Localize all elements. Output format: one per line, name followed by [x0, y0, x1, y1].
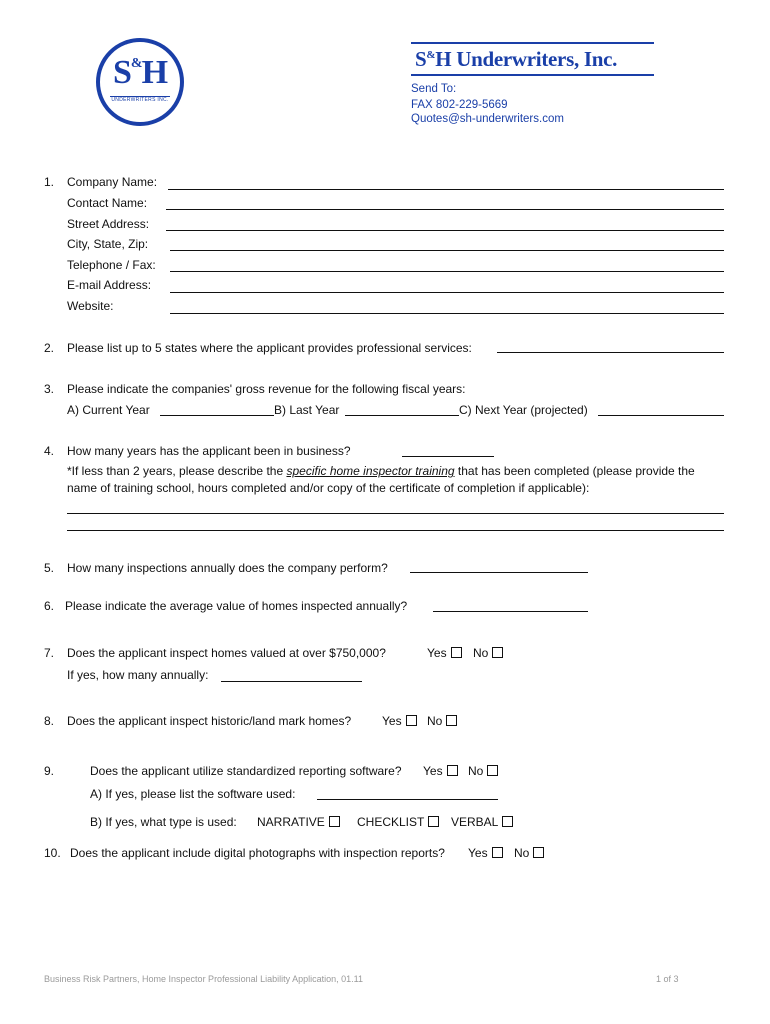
q5-text: How many inspections annually does the company perform? — [67, 561, 388, 575]
q8-yes-checkbox[interactable] — [406, 715, 417, 726]
q4-note-line1: *If less than 2 years, please describe the specific home inspector training that has been completed (please provide the — [67, 464, 695, 478]
q9-text: Does the applicant utilize standardized reporting software? — [90, 764, 402, 778]
verbal-option[interactable]: VERBAL — [451, 815, 513, 829]
q7-yes-checkbox[interactable] — [451, 647, 462, 658]
contact-name-label: Contact Name: — [67, 196, 148, 210]
software-used-field[interactable] — [317, 799, 498, 800]
q1-number: 1. — [44, 175, 55, 189]
logo-subtext: UNDERWRITERS INC. — [111, 97, 169, 103]
q7-followup-field[interactable] — [221, 681, 362, 682]
q8-no-checkbox[interactable] — [446, 715, 457, 726]
current-year-label: A) Current Year — [67, 403, 150, 417]
email-field[interactable] — [170, 292, 724, 293]
q10-no-option[interactable]: No — [514, 846, 544, 860]
q3-text: Please indicate the companies' gross revenue for the following fiscal years: — [67, 382, 466, 396]
q10-yes-checkbox[interactable] — [492, 847, 503, 858]
q9-yes-option[interactable]: Yes — [423, 764, 458, 778]
training-link-text: specific home inspector training — [286, 464, 455, 478]
q4-text: How many years has the applicant been in business? — [67, 444, 351, 458]
training-field-line2[interactable] — [67, 530, 724, 531]
brand-header — [411, 42, 654, 76]
inspections-annually-field[interactable] — [410, 572, 588, 573]
q2-text: Please list up to 5 states where the applicant provides professional services: — [67, 341, 472, 355]
q2-number: 2. — [44, 341, 55, 355]
checklist-checkbox[interactable] — [428, 816, 439, 827]
street-address-field[interactable] — [166, 230, 724, 231]
q3-number: 3. — [44, 382, 55, 396]
contact-name-field[interactable] — [166, 209, 724, 210]
q9-no-checkbox[interactable] — [487, 765, 498, 776]
q4-note-line2: name of training school, hours completed and/or copy of the certificate of completion if applicable): — [67, 481, 590, 495]
next-year-label: C) Next Year (projected) — [459, 403, 588, 417]
q9-number: 9. — [44, 764, 55, 778]
street-address-label: Street Address: — [67, 217, 150, 231]
q9-type-label: B) If yes, what type is used: — [90, 815, 237, 829]
q10-text: Does the applicant include digital photographs with inspection reports? — [70, 846, 445, 860]
q6-number: 6. — [44, 599, 55, 613]
send-to-fax: FAX 802-229-5669 — [411, 99, 508, 111]
company-name-field[interactable] — [168, 189, 724, 190]
q8-number: 8. — [44, 714, 55, 728]
checklist-option[interactable]: CHECKLIST — [357, 815, 439, 829]
city-state-zip-field[interactable] — [170, 250, 724, 251]
q10-number: 10. — [44, 846, 61, 860]
q8-yes-option[interactable]: Yes — [382, 714, 417, 728]
website-field[interactable] — [170, 313, 724, 314]
send-to-email: Quotes@sh-underwriters.com — [411, 113, 564, 125]
company-name-label: Company Name: — [67, 175, 158, 189]
training-field-line1[interactable] — [67, 513, 724, 514]
footer-page-number: 1 of 3 — [656, 974, 679, 984]
current-year-field[interactable] — [160, 415, 274, 416]
logo-letters: S&H — [112, 54, 168, 91]
q9-yes-checkbox[interactable] — [447, 765, 458, 776]
q8-text: Does the applicant inspect historic/land mark homes? — [67, 714, 352, 728]
q6-text: Please indicate the average value of homes inspected annually? — [65, 599, 408, 613]
brand-name: S&H Underwriters, Inc. — [415, 47, 618, 71]
q5-number: 5. — [44, 561, 55, 575]
states-field[interactable] — [497, 352, 724, 353]
q7-yes-option[interactable]: Yes — [427, 646, 462, 660]
narrative-checkbox[interactable] — [329, 816, 340, 827]
city-state-zip-label: City, State, Zip: — [67, 237, 149, 251]
q7-followup-label: If yes, how many annually: — [67, 668, 209, 682]
q9-no-option[interactable]: No — [468, 764, 498, 778]
q4-number: 4. — [44, 444, 55, 458]
last-year-label: B) Last Year — [274, 403, 340, 417]
q7-text: Does the applicant inspect homes valued at over $750,000? — [67, 646, 386, 660]
telephone-fax-field[interactable] — [170, 271, 724, 272]
last-year-field[interactable] — [345, 415, 459, 416]
average-home-value-field[interactable] — [433, 611, 588, 612]
q10-yes-option[interactable]: Yes — [468, 846, 503, 860]
years-in-business-field[interactable] — [402, 456, 494, 457]
footer-document-title: Business Risk Partners, Home Inspector Professional Liability Application, 01.11 — [44, 974, 363, 984]
q9-software-label: A) If yes, please list the software used: — [90, 787, 296, 801]
narrative-option[interactable]: NARRATIVE — [257, 815, 340, 829]
email-label: E-mail Address: — [67, 278, 152, 292]
q7-number: 7. — [44, 646, 55, 660]
send-to-label: Send To: — [411, 83, 457, 95]
q8-no-option[interactable]: No — [427, 714, 457, 728]
next-year-field[interactable] — [598, 415, 724, 416]
company-logo — [96, 38, 184, 126]
telephone-fax-label: Telephone / Fax: — [67, 258, 156, 272]
verbal-checkbox[interactable] — [502, 816, 513, 827]
website-label: Website: — [67, 299, 114, 313]
q7-no-checkbox[interactable] — [492, 647, 503, 658]
q10-no-checkbox[interactable] — [533, 847, 544, 858]
q7-no-option[interactable]: No — [473, 646, 503, 660]
